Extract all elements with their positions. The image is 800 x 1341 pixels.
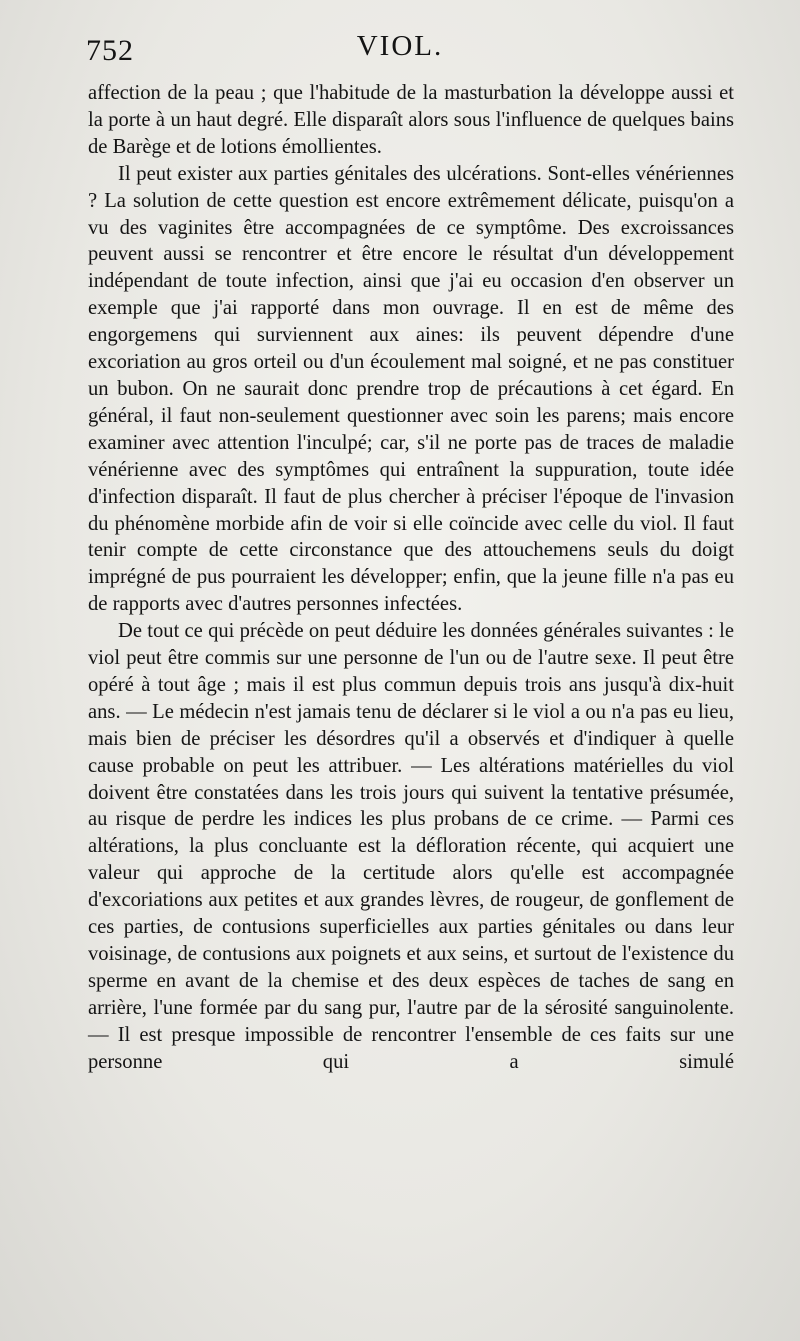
body-text — [88, 80, 734, 1076]
paragraph-ulcerations: Il peut exister aux parties génitales des ulcérations. Sont-elles vénériennes ? La solution de cette question est encore extrêmement délicate, puisqu'on a vu des vaginites être accompagnées de ce symptôme. Des excroissances peuvent aussi se rencontrer et être encore le résultat d'un développement indépendant de toute infection, ainsi que j'ai eu occasion d'en observer un exemple que j'ai rapporté dans mon ouvrage. Il en est de même des engorgemens qui surviennent aux aines: ils peuvent dépendre d'une excoriation au gros orteil ou d'un écoulement mal soigné, et ne pas constituer un bubon. On ne saurait donc prendre trop de précautions à cet égard. En général, il faut non-seulement questionner avec soin les parens; mais encore examiner avec attention l'inculpé; car, s'il ne porte pas de traces de maladie vénérienne avec des symptômes qui entraînent la suppuration, toute idée d'infection disparaît. Il faut de plus chercher à préciser l'époque de l'invasion du phénomène morbide afin de voir si elle coïncide avec celle du viol. Il faut tenir compte de cette circonstance que des attouchemens seuls du doigt imprégné de pus pourraient les développer; enfin, que la jeune fille n'a pas eu de rapports avec d'autres personnes infectées. — [88, 162, 734, 616]
paragraph-continuation: affection de la peau ; que l'habitude de la masturbation la développe aussi et la porte à un haut degré. Elle disparaît alors sous l'influence de quelques bains de Barège et de lotions émollientes. — [88, 82, 734, 158]
page-number: 752 — [86, 34, 134, 67]
running-head: VIOL. — [356, 30, 444, 62]
paragraph-conclusions: De tout ce qui précède on peut déduire les données générales suivantes : le viol peut être commis sur une personne de l'un ou de l'autre sexe. Il peut être opéré à tout âge ; mais il est plus commun depuis trois ans jusqu'à dix-huit ans. — Le médecin n'est jamais tenu de déclarer si le viol a ou n'a pas eu lieu, mais bien de préciser les désordres qu'il a observés et d'indiquer à quelle cause probable on peut les attribuer. — Les altérations matérielles du viol doivent être constatées dans les trois jours qui suivent la tentative présumée, au risque de perdre les indices les plus probans de ce crime. — Parmi ces altérations, la plus concluante est la défloration récente, qui acquiert une valeur qui approche de la certitude alors qu'elle est accompagnée d'excoriations aux petites et aux grandes lèvres, de rougeur, de gonflement de ces parties, de contusions superficielles aux parties génitales ou dans leur voisinage, de contusions aux poignets et aux seins, et surtout de l'existence du sperme en avant de la chemise et des deux espèces de taches de sang en arrière, l'une formée par du sang pur, l'autre par de la sérosité sanguinolente. — Il est presque impossible de rencontrer l'ensemble de ces faits sur une personne qui a simulé — [88, 620, 734, 1073]
